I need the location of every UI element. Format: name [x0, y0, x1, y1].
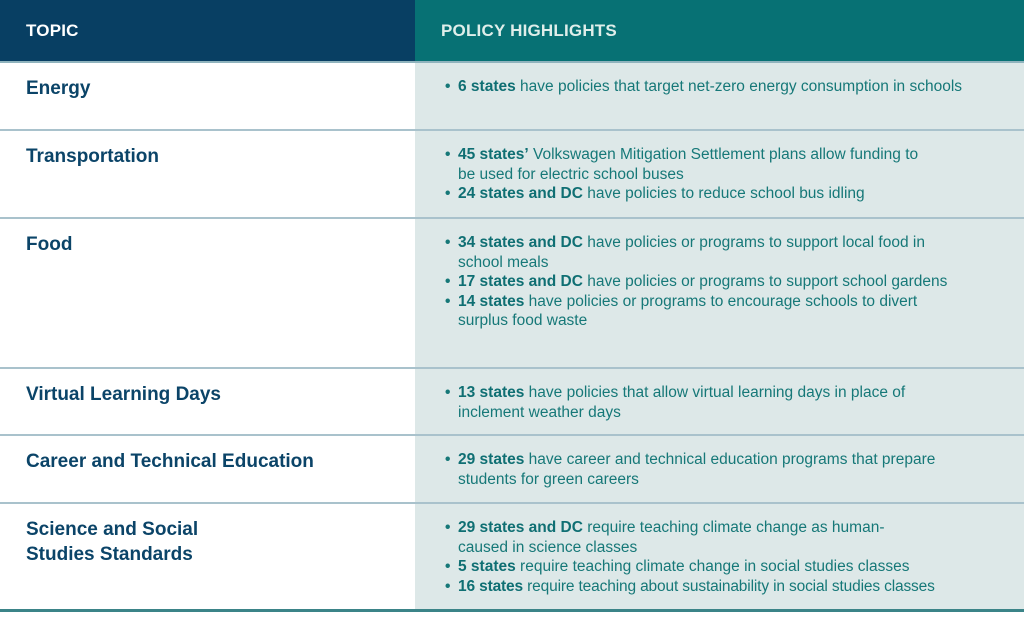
- policy-bullet: [445, 272, 960, 292]
- policy-stat: 6 states: [458, 78, 516, 95]
- policy-bullet: [445, 383, 965, 422]
- bullet-icon: •: [445, 558, 451, 575]
- policy-cell: [415, 131, 1024, 217]
- bullet-icon: •: [445, 185, 451, 202]
- table-header: [0, 0, 1024, 61]
- topic-cell: Career and Technical Education: [0, 436, 415, 502]
- table-row-science-social-studies-standards: [0, 502, 1024, 609]
- bullet-icon: •: [445, 384, 451, 401]
- policy-cell: [415, 63, 1024, 129]
- topic-cell: Food: [0, 219, 415, 367]
- policy-stat: 17 states and DC: [458, 273, 583, 290]
- policy-stat: 34 states and DC: [458, 234, 583, 251]
- policy-text: have policies or programs to encourage schools to divert surplus food waste: [458, 292, 918, 329]
- bullet-icon: •: [445, 292, 451, 310]
- policy-stat: 24 states and DC: [458, 185, 583, 202]
- table-row-energy: [0, 61, 1024, 129]
- topic-cell: [0, 504, 415, 609]
- policy-cell: [415, 369, 1024, 434]
- bullet-icon: •: [445, 577, 451, 595]
- policy-bullet: [445, 145, 925, 184]
- policy-bullet: [445, 292, 950, 331]
- bullet-icon: •: [445, 146, 451, 163]
- topic-column-header: TOPIC: [0, 0, 415, 61]
- policy-highlights-column-header: POLICY HIGHLIGHTS: [415, 0, 1024, 61]
- policy-text: Volkswagen Mitigation Settlement plans allow funding to be used for electric school buses: [458, 146, 919, 183]
- policy-cell: [415, 436, 1024, 502]
- policy-bullet: [445, 557, 1016, 577]
- bullet-icon: •: [445, 273, 451, 290]
- policy-bullet: [445, 450, 960, 489]
- policy-text: have policies that allow virtual learning days in place of inclement weather days: [458, 384, 906, 421]
- topic-cell: Virtual Learning Days: [0, 369, 415, 434]
- policy-stat: 16 states: [458, 577, 524, 595]
- policy-bullet: [445, 518, 915, 557]
- policy-text: have career and technical education programs that prepare students for green careers: [458, 451, 936, 488]
- table-row-transportation: [0, 129, 1024, 217]
- table-row-career-technical-education: [0, 434, 1024, 502]
- bullet-icon: •: [445, 234, 451, 251]
- policy-text: have policies or programs to support school gardens: [582, 273, 948, 290]
- policy-cell: [415, 504, 1024, 609]
- policy-bullet: [445, 577, 1016, 597]
- topic-label: Science and Social Studies Standards: [26, 519, 199, 565]
- bullet-icon: •: [445, 78, 451, 95]
- policy-bullet: [445, 77, 1004, 97]
- table-row-food: [0, 217, 1024, 367]
- policy-stat: 5 states: [458, 558, 516, 575]
- policy-stat: 13 states: [458, 384, 525, 401]
- topic-cell: Transportation: [0, 131, 415, 217]
- policy-stat: 29 states: [458, 451, 525, 468]
- policy-text: require teaching climate change in social studies classes: [515, 558, 910, 575]
- policy-stat: 14 states: [458, 292, 525, 310]
- bullet-icon: •: [445, 519, 451, 536]
- policy-bullet: [445, 233, 950, 272]
- table-bottom-rule: [0, 609, 1024, 612]
- policy-stat: 45 states’: [458, 146, 529, 163]
- policy-text: have policies that target net-zero energy consumption in schools: [515, 78, 963, 95]
- policy-text: require teaching about sustainability in social studies classes: [523, 577, 935, 595]
- topic-cell: Energy: [0, 63, 415, 129]
- policy-bullet: [445, 184, 1004, 204]
- policy-cell: [415, 219, 1024, 367]
- policy-text: have policies or programs to support local food in school meals: [458, 234, 925, 271]
- bullet-icon: •: [445, 451, 451, 468]
- policy-text: require teaching climate change as human-caused in science classes: [458, 519, 885, 556]
- policy-stat: 29 states and DC: [458, 519, 583, 536]
- table-row-virtual-learning-days: [0, 367, 1024, 434]
- policy-text: have policies to reduce school bus idling: [582, 185, 865, 202]
